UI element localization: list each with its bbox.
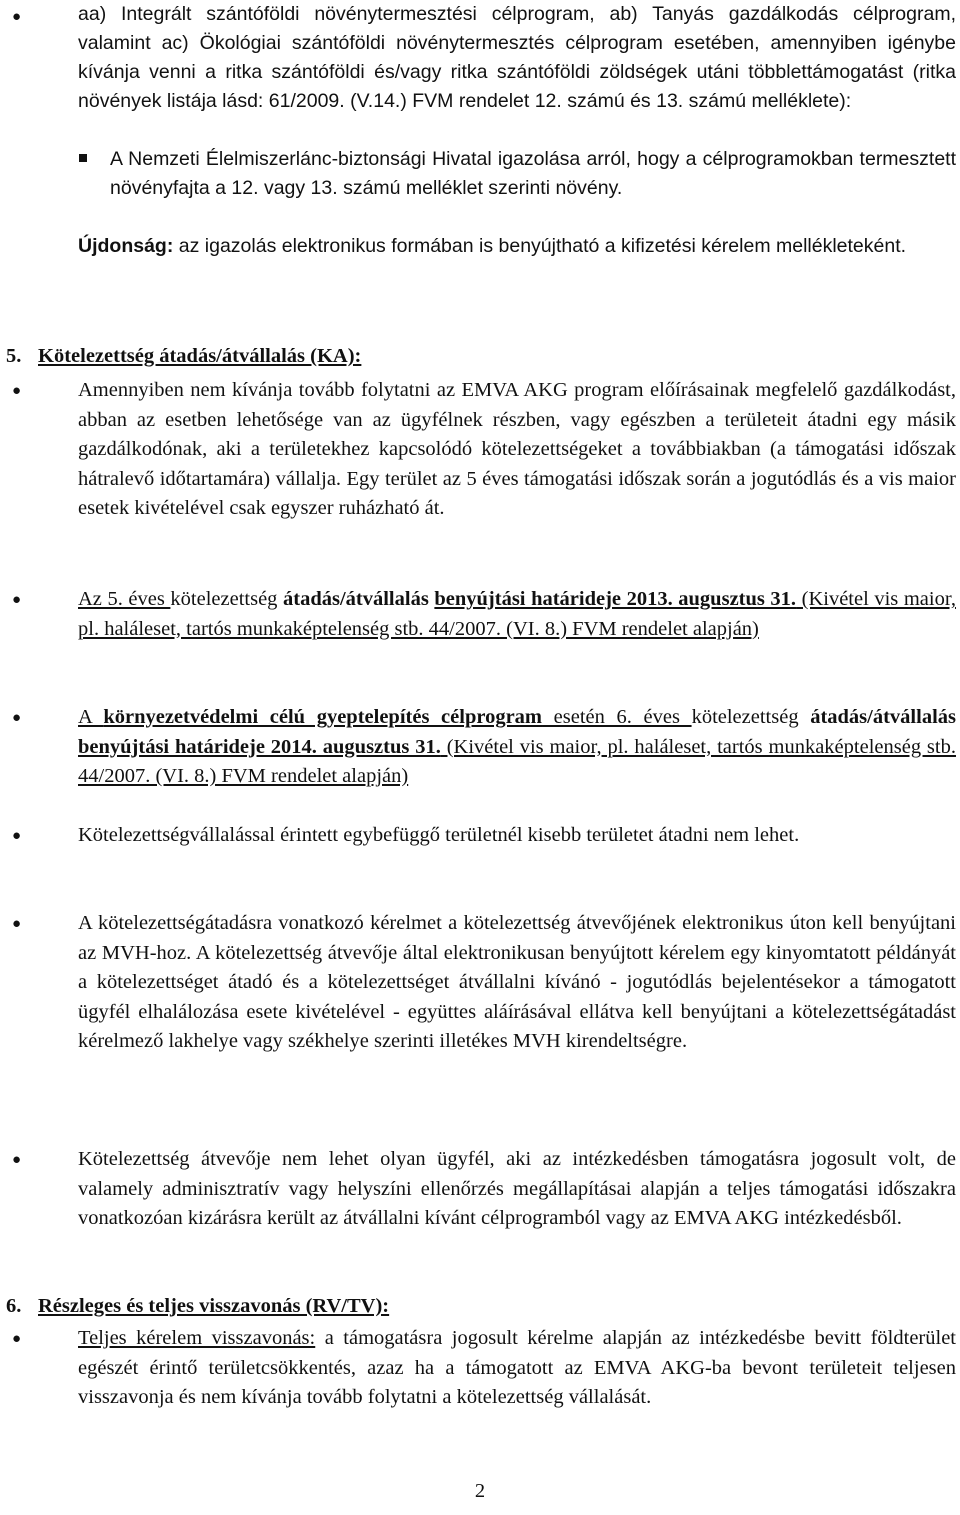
bullet-dot: ● xyxy=(12,9,22,25)
intro-paragraph: aa) Integrált szántóföldi növénytermesztési célprogram, ab) Tanyás gazdálkodás célprogram, valamint ac) Ökológiai szántóföldi növénytermesztés célprogram esetében, amennyiben igénybe kívánja venni a ritka szántóföldi és/vagy ritka szántóföldi zöldségek utáni többlettámogatást (ritka növények listája lásd: 61/2009. (V.14.) FVM rendelet 12. számú és 13. számú melléklete): xyxy=(78,3,956,112)
section6-number: 6. xyxy=(6,1295,22,1317)
intro-sub-bullet: A Nemzeti Élelmiszerlánc-biztonsági Hivatal igazolása arról, hogy a célprogramokban termesztett növényfajta a 12. vagy 13. számú melléklet szerinti növény. xyxy=(110,148,956,199)
section5-paragraph-2: Az 5. éves kötelezettség átadás/átvállalás benyújtási határideje 2013. augusztus 31. (Kivétel vis maior, pl. haláleset, tartós munkaképtelenség stb. 44/2007. (VI. 8.) FVM rendelet alapján) xyxy=(78,588,956,640)
section5-title: Kötelezettség átadás/átvállalás (KA): xyxy=(38,345,362,367)
bullet-dot: ● xyxy=(12,828,22,844)
bullet-dot: ● xyxy=(12,383,22,399)
new-feature-note xyxy=(78,232,956,261)
section5-paragraph-3: A környezetvédelmi célú gyeptelepítés célprogram esetén 6. éves kötelezettség átadás/átvállalás benyújtási határideje 2014. augusztus 31. (Kivétel vis maior, pl. haláleset, tartós munkaképtelenség stb. 44/2007. (VI. 8.) FVM rendelet alapján) xyxy=(78,706,956,787)
bullet-dot: ● xyxy=(12,1331,22,1347)
section5-paragraph-1: Amennyiben nem kívánja tovább folytatni az EMVA AKG program előírásainak megfelelő gazdálkodást, abban az esetben lehetősége van az ügyfélnek részben, vagy egészben a területeit átadni egy másik gazdálkodónak, aki a területekhez kapcsolódó kötelezettségeket a továbbiakban (a támogatási időszak hátralevő időtartamára) vállalja. Egy terület az 5 éves támogatási időszak során a jogutódlás és a vis maior esetek kivételével csak egyszer ruházható át. xyxy=(78,379,956,519)
bullet-dot: ● xyxy=(12,1152,22,1168)
bullet-dot: ● xyxy=(12,916,22,932)
new-feature-text: az igazolás elektronikus formában is benyújtható a kifizetési kérelem mellékleteként. xyxy=(173,235,907,257)
section5-number: 5. xyxy=(6,345,22,367)
new-feature-label: Újdonság: xyxy=(78,235,174,257)
section6-paragraph-1: Teljes kérelem visszavonás: a támogatásra jogosult kérelme alapján az intézkedésbe bevitt földterület egészét érintő területcsökkentés, azaz ha a támogatott az EMVA AKG-ba bevont területeit teljesen visszavonja és nem kívánja tovább folytatni a kötelezettség vállalását. xyxy=(78,1327,956,1408)
section6-title: Részleges és teljes visszavonás (RV/TV): xyxy=(38,1295,390,1317)
bullet-dot: ● xyxy=(12,710,22,726)
full-withdrawal-label: Teljes kérelem visszavonás: xyxy=(78,1327,316,1349)
section5-paragraph-4: Kötelezettségvállalással érintett egybefüggő területnél kisebb területet átadni nem lehet. xyxy=(78,824,800,846)
bullet-dot: ● xyxy=(12,592,22,608)
section5-paragraph-5: A kötelezettségátadásra vonatkozó kérelmet a kötelezettség átvevőjének elektronikus úton kell benyújtani az MVH-hoz. A kötelezettség átvevője által elektronikusan benyújtott kérelem egy kinyomtatott példányát a kötelezettséget átadó és a kötelezettséget átvállalni kívánó - jogutódlás bejelentésekor a támogatott ügyfél elhalálozása esete kivételével - együttes aláírásával ellátva kell benyújtani a kötelezettségátadást kérelmező lakhelye vagy székhelye szerinti illetékes MVH kirendeltségre. xyxy=(78,912,956,1052)
page-number: 2 xyxy=(474,1480,486,1502)
square-bullet-icon xyxy=(79,154,87,162)
section5-paragraph-6: Kötelezettség átvevője nem lehet olyan ügyfél, aki az intézkedésben támogatásra jogosult volt, de valamely adminisztratív vagy helyszíni ellenőrzés megállapításai alapján a teljes támogatási időszakra vonatkozóan kizárásra került az átvállalni kívánt célprogramból vagy az EMVA AKG intézkedésből. xyxy=(78,1148,956,1229)
